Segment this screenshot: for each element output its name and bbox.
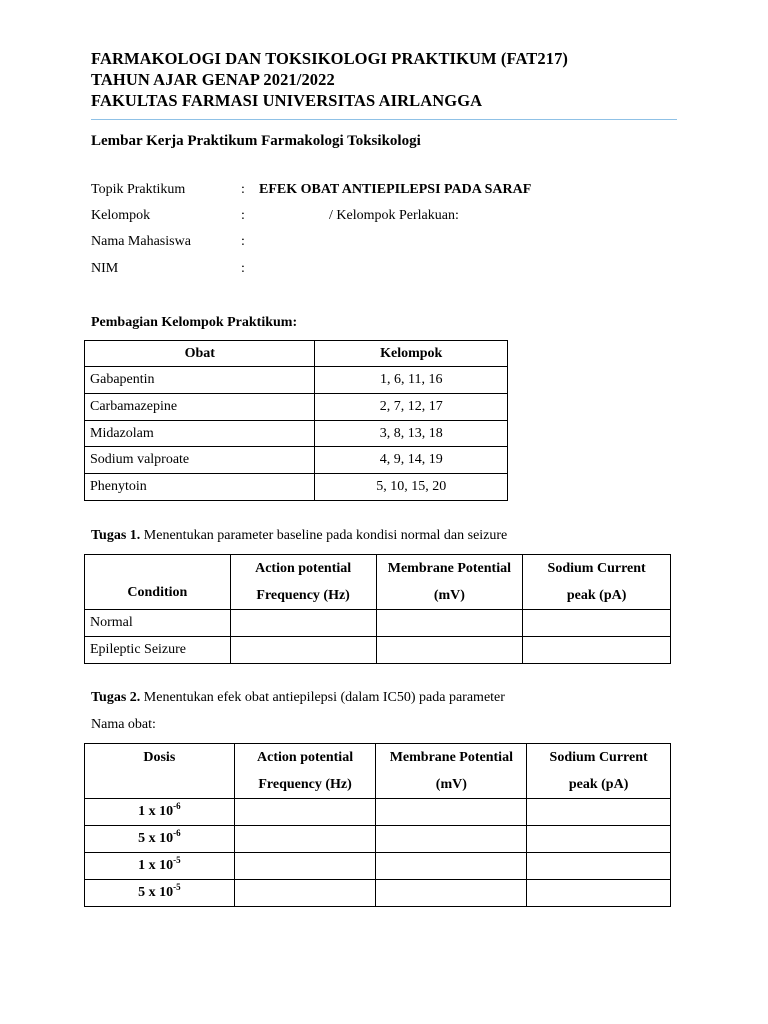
empty-cell[interactable] xyxy=(376,799,527,826)
kelompok-cell: 1, 6, 11, 16 xyxy=(315,367,508,394)
obat-cell: Carbamazepine xyxy=(85,394,315,421)
obat-cell: Gabapentin xyxy=(85,367,315,394)
empty-cell[interactable] xyxy=(523,610,671,637)
empty-cell[interactable] xyxy=(376,637,523,664)
header-mp-line1: Membrane Potential xyxy=(389,750,513,765)
header-ap-line1: Action potential xyxy=(257,750,354,765)
table-row xyxy=(85,610,671,637)
header-membrane-potential xyxy=(376,555,523,610)
tugas1-label: Tugas 1. xyxy=(91,528,141,543)
topik-label: Topik Praktikum xyxy=(91,182,186,197)
empty-cell[interactable] xyxy=(234,853,376,880)
obat-cell: Sodium valproate xyxy=(85,447,315,474)
header-ap-line2: Frequency (Hz) xyxy=(256,588,350,603)
nim-label: NIM xyxy=(91,261,119,276)
nama-colon: : xyxy=(241,234,245,249)
dose-cell xyxy=(85,799,235,826)
tugas2-table xyxy=(84,743,671,907)
header-mp-line2: (mV) xyxy=(433,588,465,603)
obat-cell: Phenytoin xyxy=(85,474,315,501)
dose-cell xyxy=(85,880,235,907)
kelompok-cell: 3, 8, 13, 18 xyxy=(315,421,508,447)
empty-cell[interactable] xyxy=(230,610,376,637)
kelompok-cell: 2, 7, 12, 17 xyxy=(315,394,508,421)
header-sodium-current xyxy=(523,555,671,610)
pembagian-title: Pembagian Kelompok Praktikum: xyxy=(91,315,298,330)
table-row xyxy=(85,447,508,474)
empty-cell[interactable] xyxy=(376,610,523,637)
dose-exponent: -5 xyxy=(173,882,181,892)
header-action-potential xyxy=(230,555,376,610)
tugas2-title xyxy=(91,690,505,706)
kelompok-perlakuan-label: / Kelompok Perlakuan: xyxy=(329,208,459,223)
nama-obat-label: Nama obat: xyxy=(91,717,156,732)
dose-base: 1 x 10 xyxy=(138,858,174,873)
header-line-2: TAHUN AJAR GENAP 2021/2022 xyxy=(91,70,335,89)
header-dosis: Dosis xyxy=(85,744,235,799)
kelompok-cell: 5, 10, 15, 20 xyxy=(315,474,508,501)
kelompok-label: Kelompok xyxy=(91,208,151,223)
header-action-potential xyxy=(234,744,376,799)
dose-base: 5 x 10 xyxy=(138,885,174,900)
header-mp-line1: Membrane Potential xyxy=(387,561,511,576)
empty-cell[interactable] xyxy=(234,826,376,853)
header-ap-line1: Action potential xyxy=(255,561,352,576)
table-row xyxy=(85,474,508,501)
table-row xyxy=(85,826,671,853)
nim-colon: : xyxy=(241,261,245,276)
table-header-row xyxy=(85,555,671,610)
tugas1-table xyxy=(84,554,671,664)
topik-value: EFEK OBAT ANTIEPILEPSI PADA SARAF xyxy=(259,182,532,197)
table-row xyxy=(85,853,671,880)
table-row xyxy=(85,880,671,907)
empty-cell[interactable] xyxy=(527,799,671,826)
header-sc-line2: peak (pA) xyxy=(568,777,629,792)
condition-cell: Normal xyxy=(85,610,231,637)
header-ap-line2: Frequency (Hz) xyxy=(258,777,352,792)
worksheet-subtitle: Lembar Kerja Praktikum Farmakologi Toksikologi xyxy=(91,133,421,149)
header-kelompok: Kelompok xyxy=(315,341,508,367)
table-row xyxy=(85,367,508,394)
tugas2-label: Tugas 2. xyxy=(91,690,141,705)
header-sc-line1: Sodium Current xyxy=(547,561,646,576)
nama-label: Nama Mahasiswa xyxy=(91,234,191,249)
empty-cell[interactable] xyxy=(523,637,671,664)
kelompok-colon: : xyxy=(241,208,245,223)
header-sodium-current xyxy=(527,744,671,799)
dose-exponent: -5 xyxy=(173,855,181,865)
table-row xyxy=(85,394,508,421)
table-row xyxy=(85,421,508,447)
empty-cell[interactable] xyxy=(527,880,671,907)
header-mp-line2: (mV) xyxy=(435,777,467,792)
obat-cell: Midazolam xyxy=(85,421,315,447)
table-row xyxy=(85,637,671,664)
table-header-row xyxy=(85,341,508,367)
table-row xyxy=(85,799,671,826)
tugas1-text: Menentukan parameter baseline pada kondisi normal dan seizure xyxy=(140,528,508,543)
topik-colon: : xyxy=(241,182,245,197)
empty-cell[interactable] xyxy=(527,853,671,880)
header-obat: Obat xyxy=(85,341,315,367)
kelompok-cell: 4, 9, 14, 19 xyxy=(315,447,508,474)
tugas2-text: Menentukan efek obat antiepilepsi (dalam IC50) pada parameter xyxy=(140,690,505,705)
dose-cell xyxy=(85,853,235,880)
header-line-3: FAKULTAS FARMASI UNIVERSITAS AIRLANGGA xyxy=(91,91,483,110)
header-divider xyxy=(91,119,677,120)
empty-cell[interactable] xyxy=(527,826,671,853)
empty-cell[interactable] xyxy=(376,826,527,853)
table-header-row xyxy=(85,744,671,799)
header-sc-line1: Sodium Current xyxy=(549,750,648,765)
tugas1-title xyxy=(91,528,507,544)
document-header xyxy=(91,48,568,111)
dose-cell xyxy=(85,826,235,853)
header-membrane-potential xyxy=(376,744,527,799)
empty-cell[interactable] xyxy=(376,853,527,880)
header-sc-line2: peak (pA) xyxy=(566,588,627,603)
dose-base: 5 x 10 xyxy=(138,831,174,846)
dose-exponent: -6 xyxy=(173,828,181,838)
empty-cell[interactable] xyxy=(376,880,527,907)
empty-cell[interactable] xyxy=(230,637,376,664)
dose-exponent: -6 xyxy=(173,801,181,811)
header-condition: Condition xyxy=(85,555,231,610)
condition-cell: Epileptic Seizure xyxy=(85,637,231,664)
header-line-1: FARMAKOLOGI DAN TOKSIKOLOGI PRAKTIKUM (FAT217) xyxy=(91,49,569,68)
empty-cell[interactable] xyxy=(234,799,376,826)
empty-cell[interactable] xyxy=(234,880,376,907)
pembagian-table xyxy=(84,340,508,501)
dose-base: 1 x 10 xyxy=(138,804,174,819)
